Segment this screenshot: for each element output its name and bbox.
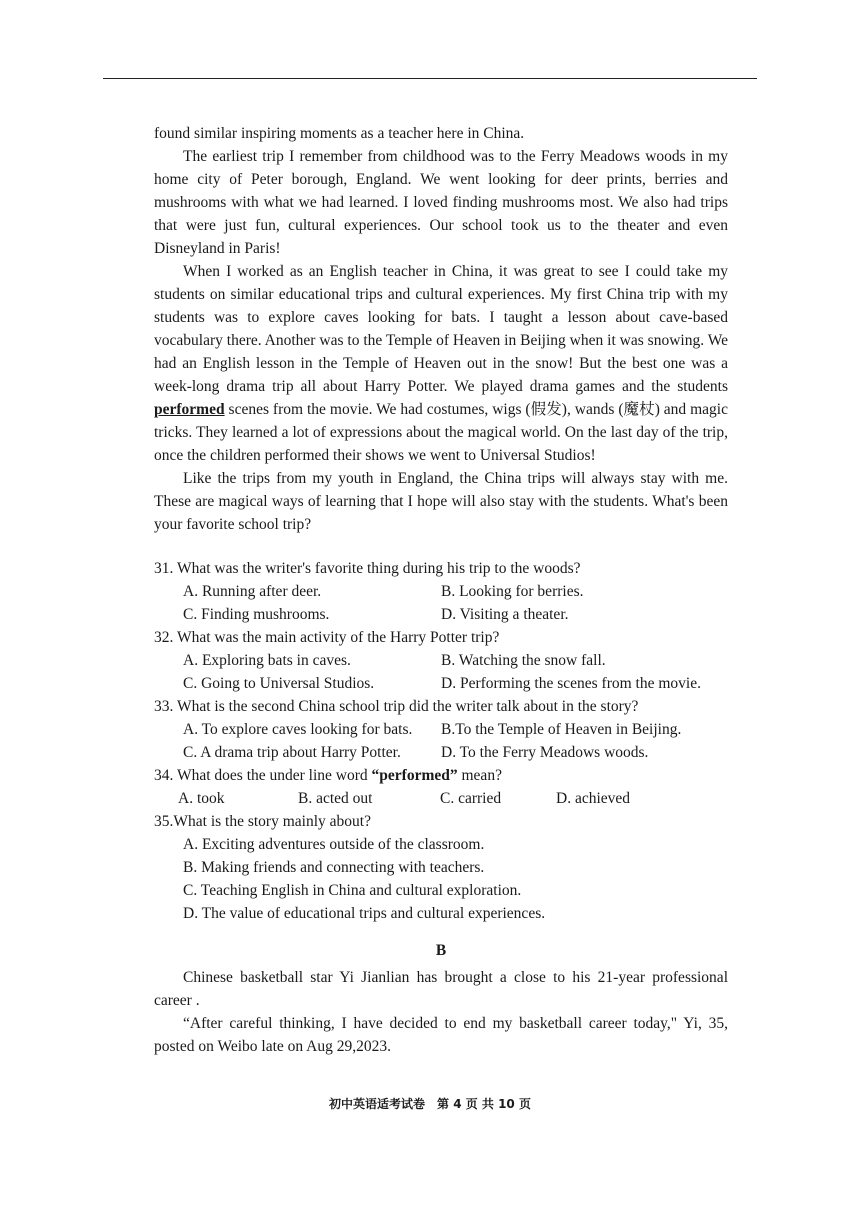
question-34-stem [154, 764, 728, 787]
section-b-heading: B [435, 942, 447, 959]
option-c: C. carried [440, 790, 502, 807]
passage-paragraph-1: found similar inspiring moments as a teacher here in China. [154, 125, 525, 142]
header-rule [103, 78, 757, 79]
paragraph-text: When I worked as an English teacher in China, it was great to see I could take my students on similar educational trips and cultural experiences. My first China trip with my students was to explore caves looking for bats. I taught a lesson about cave-based vocabulary there. Another was to the Temple of Heaven in Beijing when it was snowing. We had an English lesson in the Temple of Heaven out in the snow! But the best one was a week-long drama trip all about Harry Potter. We played drama games and the students [154, 263, 728, 395]
question-list [154, 557, 728, 925]
option-c: C. A drama trip about Harry Potter. [183, 744, 401, 761]
page-content [154, 122, 728, 1058]
page-footer: 初中英语适考试卷 第 4 页 共 10 页 [329, 1097, 531, 1111]
option-b: B. Looking for berries. [441, 583, 584, 600]
option-a: A. Running after deer. [183, 583, 322, 600]
question-31-options [154, 580, 728, 626]
underlined-word: performed [154, 401, 225, 418]
stem-text: mean? [457, 767, 502, 784]
question-34-options [154, 787, 728, 810]
passage-paragraph-2: The earliest trip I remember from childhood was to the Ferry Meadows woods in my home city of Peter borough, England. We went looking for deer prints, berries and mushrooms with what we had learned. I loved finding mushrooms most. We also had trips that were just fun, cultural experiences. Our school took us to the theater and even Disneyland in Paris! [154, 148, 728, 257]
option-a: A. Exciting adventures outside of the classroom. [183, 836, 485, 853]
option-d: D. achieved [556, 790, 631, 807]
option-a: A. took [178, 790, 225, 807]
question-31-stem: 31. What was the writer's favorite thing during his trip to the woods? [154, 560, 581, 577]
option-d: D. Visiting a theater. [441, 606, 569, 623]
section-b-paragraph-1: Chinese basketball star Yi Jianlian has brought a close to his 21-year professional career . [154, 969, 728, 1009]
option-b: B. Making friends and connecting with teachers. [183, 859, 485, 876]
option-b: B.To the Temple of Heaven in Beijing. [441, 721, 682, 738]
option-c: C. Finding mushrooms. [183, 606, 330, 623]
question-35-stem: 35.What is the story mainly about? [154, 813, 371, 830]
option-b: B. acted out [298, 790, 373, 807]
question-32-options [154, 649, 728, 695]
option-d: D. To the Ferry Meadows woods. [441, 744, 649, 761]
option-b: B. Watching the snow fall. [441, 652, 606, 669]
option-d: D. The value of educational trips and cultural experiences. [183, 905, 546, 922]
option-a: A. Exploring bats in caves. [183, 652, 351, 669]
quoted-word: “performed” [371, 767, 458, 784]
paragraph-text: scenes from the movie. We had costumes, wigs (假发), wands (魔杖) and magic tricks. They learned a lot of expressions about the magical world. On the last day of the trip, once the children performed their shows we went to Universal Studios! [154, 401, 728, 464]
option-c: C. Teaching English in China and cultural exploration. [183, 882, 522, 899]
option-c: C. Going to Universal Studios. [183, 675, 375, 692]
passage-paragraph-4: Like the trips from my youth in England, the China trips will always stay with me. These are magical ways of learning that I hope will also stay with the students. What's been your favorite school trip? [154, 470, 728, 533]
section-b-paragraph-2: “After careful thinking, I have decided to end my basketball career today," Yi, 35, posted on Weibo late on Aug 29,2023. [154, 1015, 728, 1055]
stem-text: 34. What does the under line word [154, 767, 372, 784]
question-33-stem: 33. What is the second China school trip did the writer talk about in the story? [154, 698, 639, 715]
question-32-stem: 32. What was the main activity of the Harry Potter trip? [154, 629, 500, 646]
passage-paragraph-3 [154, 260, 728, 467]
option-a: A. To explore caves looking for bats. [183, 721, 413, 738]
question-33-options [154, 718, 728, 764]
option-d: D. Performing the scenes from the movie. [441, 675, 701, 692]
